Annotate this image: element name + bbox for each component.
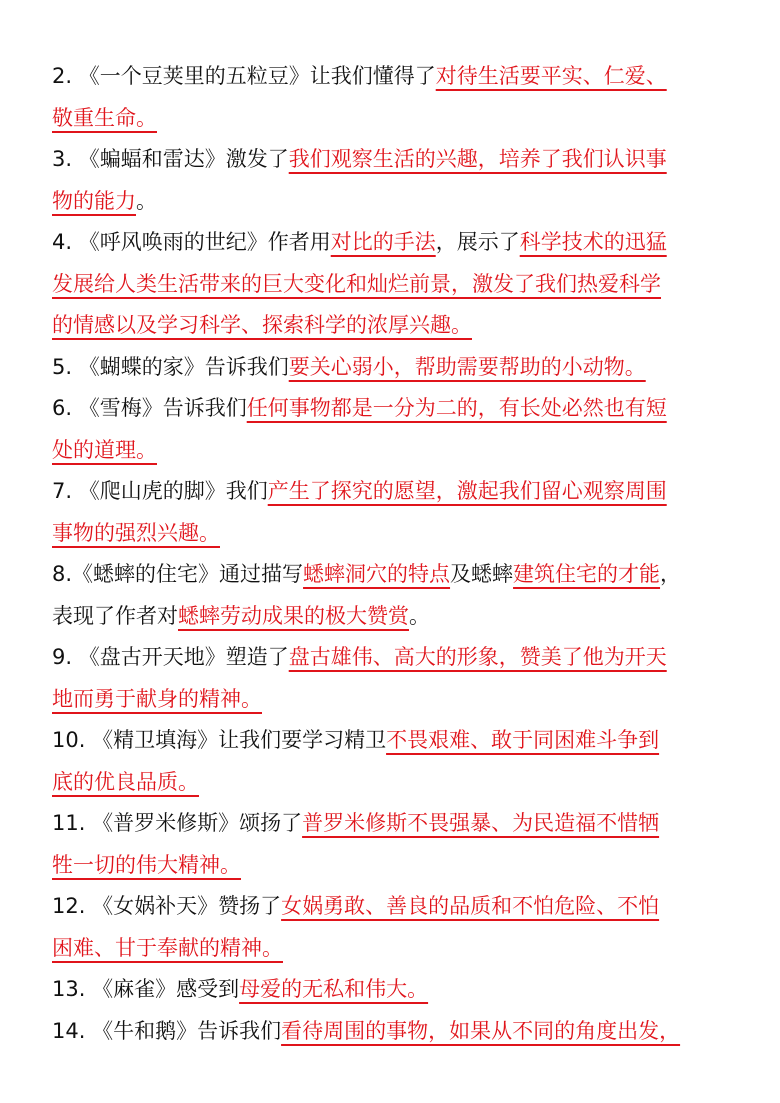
list-item — [52, 1013, 740, 1055]
answer-text: 科学技术的迅猛 — [519, 230, 667, 254]
text-line — [52, 473, 740, 515]
answer-text: 产生了探究的愿望，激起我们留心观察周围 — [267, 479, 667, 503]
text-line — [52, 390, 740, 432]
question-text: 13. 《麻雀》感受到 — [52, 977, 240, 1001]
text-line — [52, 805, 740, 847]
list-item — [52, 390, 740, 473]
text-line — [52, 515, 740, 557]
answer-text: 普罗米修斯不畏强暴、为民造福不惜牺 — [302, 811, 660, 835]
text-line — [52, 764, 740, 806]
text-line — [52, 639, 740, 681]
answer-text: 蟋蟀洞穴的特点 — [303, 562, 451, 586]
question-text: 10. 《精卫填海》让我们要学习精卫 — [52, 728, 387, 752]
question-text: ，展示了 — [435, 230, 520, 254]
question-text: 。 — [136, 188, 157, 213]
answer-list — [52, 58, 740, 1054]
answer-text: 对比的手法 — [330, 230, 436, 254]
question-text: 4. 《呼风唤雨的世纪》作者用 — [52, 230, 331, 254]
list-item — [52, 141, 740, 224]
text-line — [52, 183, 740, 225]
answer-text: 不畏艰难、敢于同困难斗争到 — [386, 728, 660, 752]
answer-text: 处的道理。 — [52, 437, 157, 462]
text-line — [52, 1013, 740, 1055]
answer-text: 事物的强烈兴趣。 — [52, 520, 220, 545]
text-line — [52, 888, 740, 930]
list-item — [52, 556, 740, 639]
answer-text: 任何事物都是一分为二的，有长处必然也有短 — [246, 396, 667, 420]
question-text: 8.《蟋蟀的住宅》通过描写 — [52, 562, 304, 586]
text-line — [52, 58, 740, 100]
answer-text: 物的能力 — [52, 188, 136, 213]
list-item — [52, 805, 740, 888]
question-text: 11. 《普罗米修斯》颂扬了 — [52, 811, 303, 835]
list-item — [52, 722, 740, 805]
text-line — [52, 141, 740, 183]
question-text: 14. 《牛和鹅》告诉我们 — [52, 1018, 282, 1043]
answer-text: 母爱的无私和伟大。 — [239, 977, 429, 1001]
text-line — [52, 598, 740, 640]
list-item — [52, 349, 740, 391]
list-item — [52, 473, 740, 556]
question-text: 表现了作者对 — [52, 603, 178, 628]
answer-text: 蟋蟀劳动成果的极大赞赏 — [178, 603, 409, 628]
text-line — [52, 847, 740, 889]
text-line — [52, 224, 740, 266]
list-item — [52, 224, 740, 349]
question-text: 5. 《蝴蝶的家》告诉我们 — [52, 354, 289, 379]
question-text: 6. 《雪梅》告诉我们 — [52, 396, 247, 420]
list-item — [52, 58, 740, 141]
text-line — [52, 971, 740, 1013]
text-line — [52, 930, 740, 972]
question-text: 7. 《爬山虎的脚》我们 — [52, 479, 268, 503]
answer-text: 要关心弱小，帮助需要帮助的小动物。 — [288, 354, 646, 379]
text-line — [52, 349, 740, 391]
answer-text: 我们观察生活的兴趣，培养了我们认识事 — [288, 147, 667, 171]
question-text: ， — [660, 562, 682, 586]
answer-text: 女娲勇敢、善良的品质和不怕危险、不怕 — [281, 894, 660, 918]
list-item — [52, 971, 740, 1013]
answer-text: 发展给人类生活带来的巨大变化和灿烂前景，激发了我们热爱科学 — [52, 271, 661, 296]
answer-text: 建筑住宅的才能 — [513, 562, 661, 586]
answer-text: 敬重生命。 — [52, 105, 157, 130]
question-text: 及蟋蟀 — [450, 562, 514, 586]
text-line — [52, 722, 740, 764]
question-text: 2. 《一个豆荚里的五粒豆》让我们懂得了 — [52, 64, 436, 88]
text-line — [52, 681, 740, 723]
answer-text: 对待生活要平实、仁爱、 — [435, 64, 667, 88]
answer-text: 底的优良品质。 — [52, 769, 199, 794]
question-text: 9. 《盘古开天地》塑造了 — [52, 645, 289, 669]
text-line — [52, 266, 740, 308]
answer-text: 看待周围的事物，如果从不同的角度出发， — [281, 1018, 681, 1043]
text-line — [52, 307, 740, 349]
answer-text: 牲一切的伟大精神。 — [52, 852, 241, 877]
question-text: 。 — [409, 603, 430, 628]
question-text: 12. 《女娲补天》赞扬了 — [52, 894, 282, 918]
list-item — [52, 888, 740, 971]
answer-text: 困难、甘于奉献的精神。 — [52, 935, 283, 960]
text-line — [52, 100, 740, 142]
list-item — [52, 639, 740, 722]
answer-text: 地而勇于献身的精神。 — [52, 686, 262, 711]
text-line — [52, 556, 740, 598]
text-line — [52, 432, 740, 474]
answer-text: 的情感以及学习科学、探索科学的浓厚兴趣。 — [52, 313, 472, 337]
question-text: 3. 《蝙蝠和雷达》激发了 — [52, 147, 289, 171]
answer-text: 盘古雄伟、高大的形象，赞美了他为开天 — [288, 645, 667, 669]
